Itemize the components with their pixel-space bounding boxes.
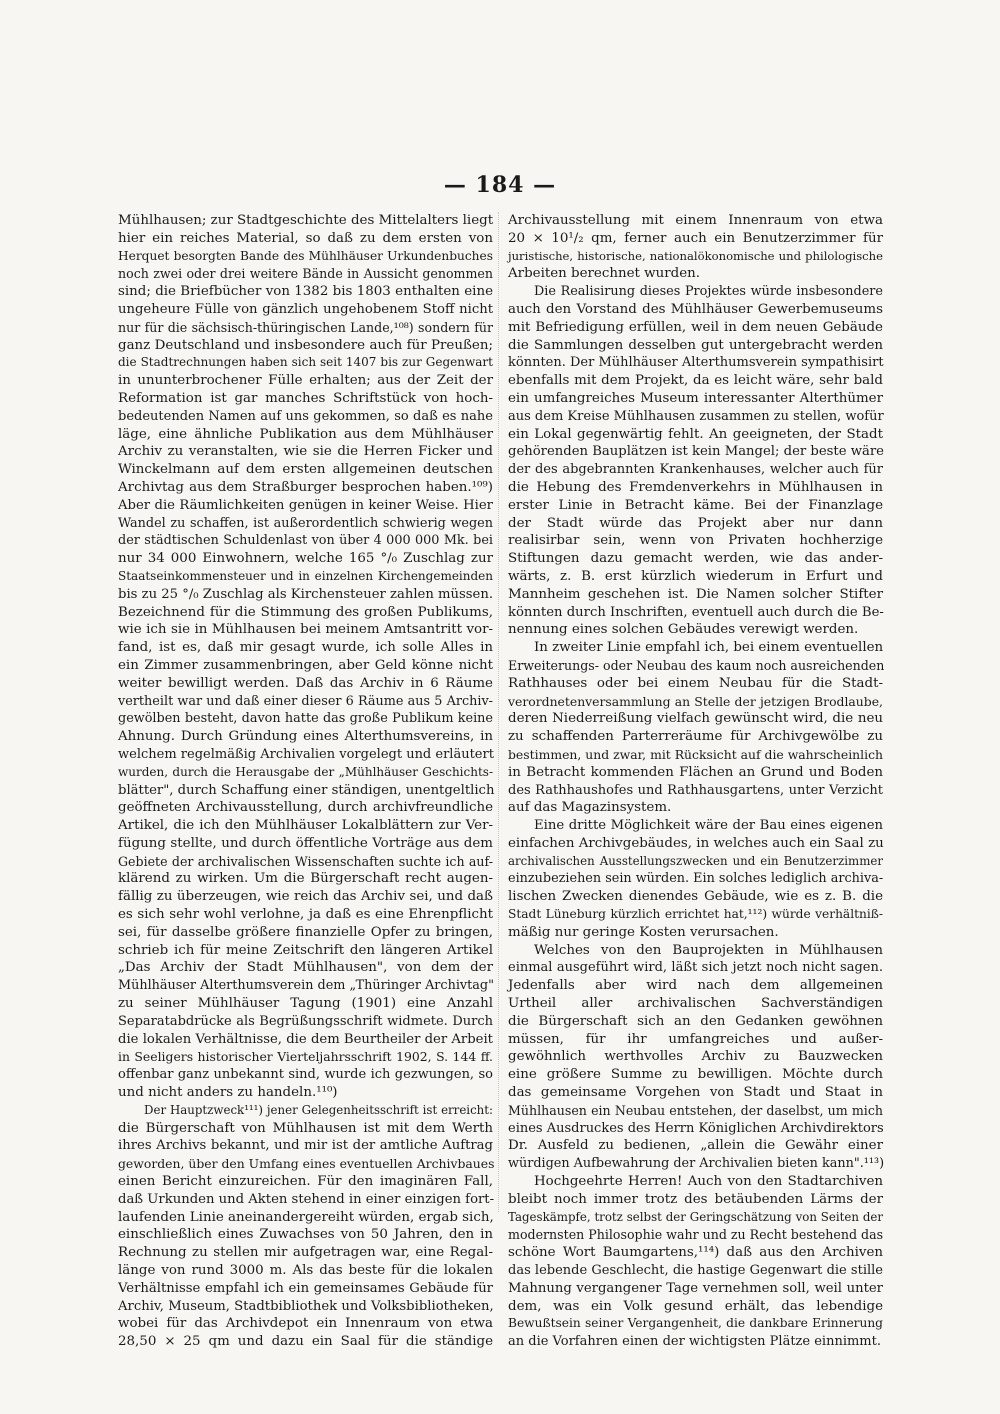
text-line: Der Hauptzweck¹¹¹) jener Gelegenheitsschrift ist erreicht: <box>144 1102 493 1117</box>
text-line: verordnetenversammlung an Stelle der jetzigen Brodlaube, <box>508 693 883 709</box>
text-line: Archiv, Museum, Stadtbibliothek und Volksbibliotheken, <box>118 1298 494 1314</box>
text-line: nur für die sächsisch-thüringischen Lande,¹⁰⁸) sondern für <box>118 319 493 335</box>
text-line: und nicht anders zu handeln.¹¹⁰) <box>118 1085 338 1101</box>
page-number: — 184 — <box>443 172 557 198</box>
text-line: deren Niederreißung vielfach gewünscht wird, die neu <box>508 711 883 727</box>
text-line: der des abgebrannten Krankenhauses, welcher auch für <box>508 462 883 478</box>
text-line: lischen Zwecken dienendes Gebäude, wie es z. B. die <box>508 889 883 905</box>
text-line: nur 34 000 Einwohnern, welche 165 °/₀ Zuschlag zur <box>118 551 493 567</box>
text-line: Urtheil aller archivalischen Sachverständigen <box>508 996 883 1012</box>
text-line: Eine dritte Möglichkeit wäre der Bau eines eigenen <box>534 818 883 834</box>
text-line: realisirbar sein, wenn von Privaten hochherzige <box>508 533 883 549</box>
text-line: schrieb ich für meine Zeitschrift den längeren Artikel <box>118 942 493 958</box>
text-line: 28,50 × 25 qm und dazu ein Saal für die ständige <box>118 1334 493 1350</box>
text-line: mit Befriedigung erfüllen, weil in dem neuen Gebäude <box>508 319 883 335</box>
text-line: Archivausstellung mit einem Innenraum von etwa <box>508 213 883 228</box>
text-line: Die Realisirung dieses Projektes würde insbesondere <box>534 284 883 300</box>
text-line: einzubeziehen sein würden. Ein solches lediglich archiva- <box>508 871 884 887</box>
text-line: Winckelmann auf dem ersten allgemeinen deutschen <box>118 462 493 478</box>
text-line: ungeheure Fülle von gänzlich ungehobenem Stoff nicht <box>118 301 493 317</box>
text-line: mäßig nur geringe Kosten verursachen. <box>508 924 779 940</box>
text-line: Arbeiten berechnet wurden. <box>508 266 701 282</box>
text-line: die Sammlungen desselben gut untergebracht werden <box>508 337 883 353</box>
text-line: in ununterbrochener Fülle erhalten; aus der Zeit der <box>118 373 493 389</box>
text-line: der städtischen Schuldenlast von über 4 000 000 Mk. bei <box>118 533 493 549</box>
text-line: blätter", durch Schaffung einer ständigen, unentgeltlich <box>118 782 495 798</box>
text-line: des Rathhaushofes und Rathhausgartens, unter Verzicht <box>508 782 883 798</box>
text-line: noch zwei oder drei weitere Bände in Aussicht genommen <box>118 266 493 282</box>
text-line: nennung eines solchen Gebäudes verewigt werden. <box>508 622 859 638</box>
text-line: Archivtag aus dem Straßburger besprochen haben.¹⁰⁹) <box>118 479 493 495</box>
text-line: Separatabdrücke als Begrüßungsschrift widmete. Durch <box>118 1013 493 1029</box>
text-line: gewölben besteht, davon hatte das große Publikum keine <box>118 711 493 727</box>
text-line: zu schaffenden Parterreräume für Archivgewölbe zu <box>508 729 883 745</box>
text-line: Mühlhausen; zur Stadtgeschichte des Mittelalters liegt <box>118 213 494 228</box>
text-line: bedeutenden Namen auf uns gekommen, so daß es nahe <box>118 408 493 424</box>
text-line: gewöhnlich werthvolles Archiv zu Bauzwecken <box>508 1049 883 1065</box>
text-line: in Betracht kommenden Flächen an Grund und Boden <box>508 764 883 780</box>
text-line: geöffneten Archivausstellung, durch archivfreundliche <box>118 800 493 816</box>
text-line: ein umfangreiches Museum interessanter Alterthümer <box>508 390 883 406</box>
text-line: fand, ist es, daß mir gesagt wurde, ich solle Alles in <box>118 640 493 656</box>
text-line: eines Ausdruckes des Herrn Königlichen Archivdirektors <box>508 1120 884 1136</box>
text-line: klärend zu wirken. Um die Bürgerschaft recht augen- <box>118 871 493 887</box>
text-line: an die Vorfahren einen der wichtigsten Plätze einnimmt. <box>508 1334 881 1350</box>
text-line: wobei für das Archivdepot ein Innenraum von etwa <box>118 1316 493 1332</box>
text-line: könnten durch Inschriften, eventuell auch durch die Be- <box>508 604 884 620</box>
text-line: fällig zu überzeugen, wie reich das Archiv sei, und daß <box>118 889 493 905</box>
text-line: bleibt noch immer trotz des betäubenden Lärms der <box>508 1191 883 1207</box>
text-line: eine größere Summe zu bewilligen. Möchte durch <box>508 1067 883 1083</box>
text-line: Welches von den Bauprojekten in Mühlhausen <box>534 942 883 958</box>
text-line: länge von rund 3000 m. Als das beste für die lokalen <box>118 1263 493 1279</box>
text-line: Bewußtsein seiner Vergangenheit, die dankbare Erinnerung <box>508 1316 883 1331</box>
text-line: wärts, z. B. erst kürzlich wiederum in Erfurt und <box>508 568 883 584</box>
text-line: bis zu 25 °/₀ Zuschlag als Kirchensteuer zahlen müssen. <box>118 586 494 602</box>
text-line: Rathhauses oder bei einem Neubau für die Stadt- <box>508 675 883 691</box>
right-column <box>508 212 883 1351</box>
text-line: Stadt Lüneburg kürzlich errichtet hat,¹¹²) würde verhältniß- <box>508 907 883 922</box>
text-line: Wandel zu schaffen, ist außerordentlich schwierig wegen <box>118 515 493 531</box>
text-line: Rechnung zu stellen mir aufgetragen war, eine Regal- <box>118 1245 493 1261</box>
text-line: Mühlhausen ein Neubau entstehen, der daselbst, um mich <box>508 1102 883 1118</box>
text-line: modernsten Philosophie wahr und zu Recht bestehend das <box>508 1227 884 1243</box>
text-line: bestimmen, und zwar, mit Rücksicht auf die wahrscheinlich <box>508 746 883 762</box>
text-line: sei, für dasselbe größere finanzielle Opfer zu bringen, <box>118 924 493 940</box>
text-line: Gebiete der archivalischen Wissenschaften suchte ich auf- <box>118 853 493 869</box>
text-line: das gemeinsame Vorgehen von Stadt und Staat in <box>508 1085 883 1101</box>
text-line: würdigen Aufbewahrung der Archivalien bieten kann".¹¹³) <box>508 1156 885 1172</box>
text-line: müssen, für ihr umfangreiches und außer- <box>508 1031 883 1047</box>
text-line: Ahnung. Durch Gründung eines Alterthumsvereins, in <box>118 729 493 745</box>
text-line: ein Lokal gegenwärtig fehlt. An geeigneten, der Stadt <box>508 426 883 442</box>
text-line: Stiftungen dazu gemacht werden, wie das ander- <box>508 551 883 567</box>
text-line: Staatseinkommensteuer und in einzelnen Kirchengemeinden <box>118 568 493 583</box>
text-line: Dr. Ausfeld zu bedienen, „allein die Gewähr einer <box>508 1138 883 1154</box>
left-column <box>118 212 493 1351</box>
text-line: weiter bewilligt werden. Daß das Archiv in 6 Räume <box>118 675 493 691</box>
text-line: Mahnung vergangener Tage vernehmen soll, weil unter <box>508 1280 883 1296</box>
text-line: die lokalen Verhältnisse, die dem Beurtheiler der Arbeit <box>118 1031 493 1047</box>
text-line: welchem regelmäßig Archivalien vorgelegt und erläutert <box>118 746 494 762</box>
text-line: juristische, historische, nationalökonomische und philologische <box>508 248 883 263</box>
text-line: offenbar ganz unbekannt sind, wurde ich gezwungen, so <box>118 1067 493 1083</box>
text-line: daß Urkunden und Akten stehend in einer einzigen fort- <box>118 1191 495 1207</box>
text-line: Archiv zu veranstalten, wie sie die Herren Ficker und <box>118 444 493 460</box>
text-line: 20 × 10¹/₂ qm, ferner auch ein Benutzerzimmer für <box>508 230 883 246</box>
text-line: Artikel, die ich den Mühlhäuser Lokalblättern zur Ver- <box>118 818 493 834</box>
text-line: erster Linie in Betracht käme. Bei der Finanzlage <box>508 497 883 513</box>
text-line: einfachen Archivgebäudes, in welches auch ein Saal zu <box>508 835 884 851</box>
text-line: einmal ausgeführt wird, läßt sich jetzt noch nicht sagen. <box>508 960 883 976</box>
text-line: ebenfalls mit dem Projekt, da es leicht wäre, sehr bald <box>508 373 883 389</box>
text-line: Hochgeehrte Herren! Auch von den Stadtarchiven <box>534 1174 883 1190</box>
text-line: gehörenden Bauplätzen ist kein Mangel; der beste wäre <box>508 444 884 460</box>
text-line: ein Zimmer zusammenbringen, aber Geld könne nicht <box>118 657 493 673</box>
text-line: könnten. Der Mühlhäuser Alterthumsverein sympathisirt <box>508 355 884 371</box>
text-line: ganz Deutschland und insbesondere auch für Preußen; <box>118 337 493 353</box>
text-line: Aber die Räumlichkeiten genügen in keiner Weise. Hier <box>118 497 493 513</box>
text-line: Reformation ist gar manches Schriftstück von hoch- <box>118 390 493 406</box>
text-line: Verhältnisse empfahl ich ein gemeinsames Gebäude für <box>118 1280 493 1296</box>
text-line: läge, eine ähnliche Publikation aus dem Mühlhäuser <box>118 426 493 442</box>
text-line: vertheilt war und daß einer dieser 6 Räume aus 5 Archiv- <box>118 693 493 709</box>
text-line: „Das Archiv der Stadt Mühlhausen", von dem der <box>118 960 493 976</box>
text-line: Herquet besorgten Bande des Mühlhäuser Urkundenbuches <box>118 248 493 263</box>
text-line: Erweiterungs- oder Neubau des kaum noch ausreichenden <box>508 657 885 673</box>
text-line: Mühlhäuser Alterthumsverein dem „Thüringer Archivtag" <box>118 978 495 994</box>
text-line: archivalischen Ausstellungszwecken und ein Benutzerzimmer <box>508 853 883 868</box>
text-line: die Bürgerschaft sich an den Gedanken gewöhnen <box>508 1013 883 1029</box>
text-line: schöne Wort Baumgartens,¹¹⁴) daß aus den Archiven <box>508 1245 883 1261</box>
text-line: es sich sehr wohl verlohne, ja daß es eine Ehrenpflicht <box>118 907 493 923</box>
text-line: die Stadtrechnungen haben sich seit 1407 bis zur Gegenwart <box>118 355 493 370</box>
text-line: laufenden Linie aneinandergereiht würden, ergab sich, <box>118 1209 494 1225</box>
text-line: hier ein reiches Material, so daß zu dem ersten von <box>118 230 493 246</box>
text-line: wurden, durch die Herausgabe der „Mühlhäuser Geschichts- <box>118 764 493 779</box>
text-line: einen Bericht einzureichen. Für den imaginären Fall, <box>118 1174 493 1190</box>
text-line: das lebende Geschlecht, die hastige Gegenwart die stille <box>508 1263 883 1279</box>
text-line: geworden, über den Umfang eines eventuellen Archivbaues <box>118 1156 495 1172</box>
text-line: Bezeichnend für die Stimmung des großen Publikums, <box>118 604 493 620</box>
text-line: der Stadt würde das Projekt aber nur dann <box>508 515 883 531</box>
text-line: fügung stellte, und durch öffentliche Vorträge aus dem <box>118 835 493 851</box>
text-line: auf das Magazinsystem. <box>508 800 672 816</box>
text-line: zu seiner Mühlhäuser Tagung (1901) eine Anzahl <box>118 996 493 1012</box>
text-line: sind; die Briefbücher von 1382 bis 1803 enthalten eine <box>118 284 493 300</box>
text-line: aus dem Kreise Mühlhausen zusammen zu stellen, wofür <box>508 408 884 424</box>
text-line: dem, was ein Volk gesund erhält, das lebendige <box>508 1298 883 1314</box>
text-line: wie ich sie in Mühlhausen bei meinem Amtsantritt vor- <box>118 622 493 638</box>
text-line: einschließlich eines Zuwachses von 50 Jahren, den in <box>118 1227 493 1243</box>
text-line: in Seeligers historischer Vierteljahrsschrift 1902, S. 144 ff. <box>118 1049 493 1065</box>
text-line: Tageskämpfe, trotz selbst der Geringschätzung von Seiten der <box>508 1209 883 1224</box>
text-line: ihres Archivs bekannt, und mir ist der amtliche Auftrag <box>118 1138 493 1154</box>
text-line: Jedenfalls aber wird nach dem allgemeinen <box>508 978 883 994</box>
text-line: die Hebung des Fremdenverkehrs in Mühlhausen in <box>508 479 883 495</box>
text-line: Mannheim geschehen ist. Die Namen solcher Stifter <box>508 586 883 602</box>
text-line: auch den Vorstand des Mühlhäuser Gewerbemuseums <box>508 301 883 317</box>
text-line: In zweiter Linie empfahl ich, bei einem eventuellen <box>534 640 884 656</box>
column-divider <box>498 212 499 1212</box>
text-line: die Bürgerschaft von Mühlhausen ist mit dem Werth <box>118 1120 493 1136</box>
